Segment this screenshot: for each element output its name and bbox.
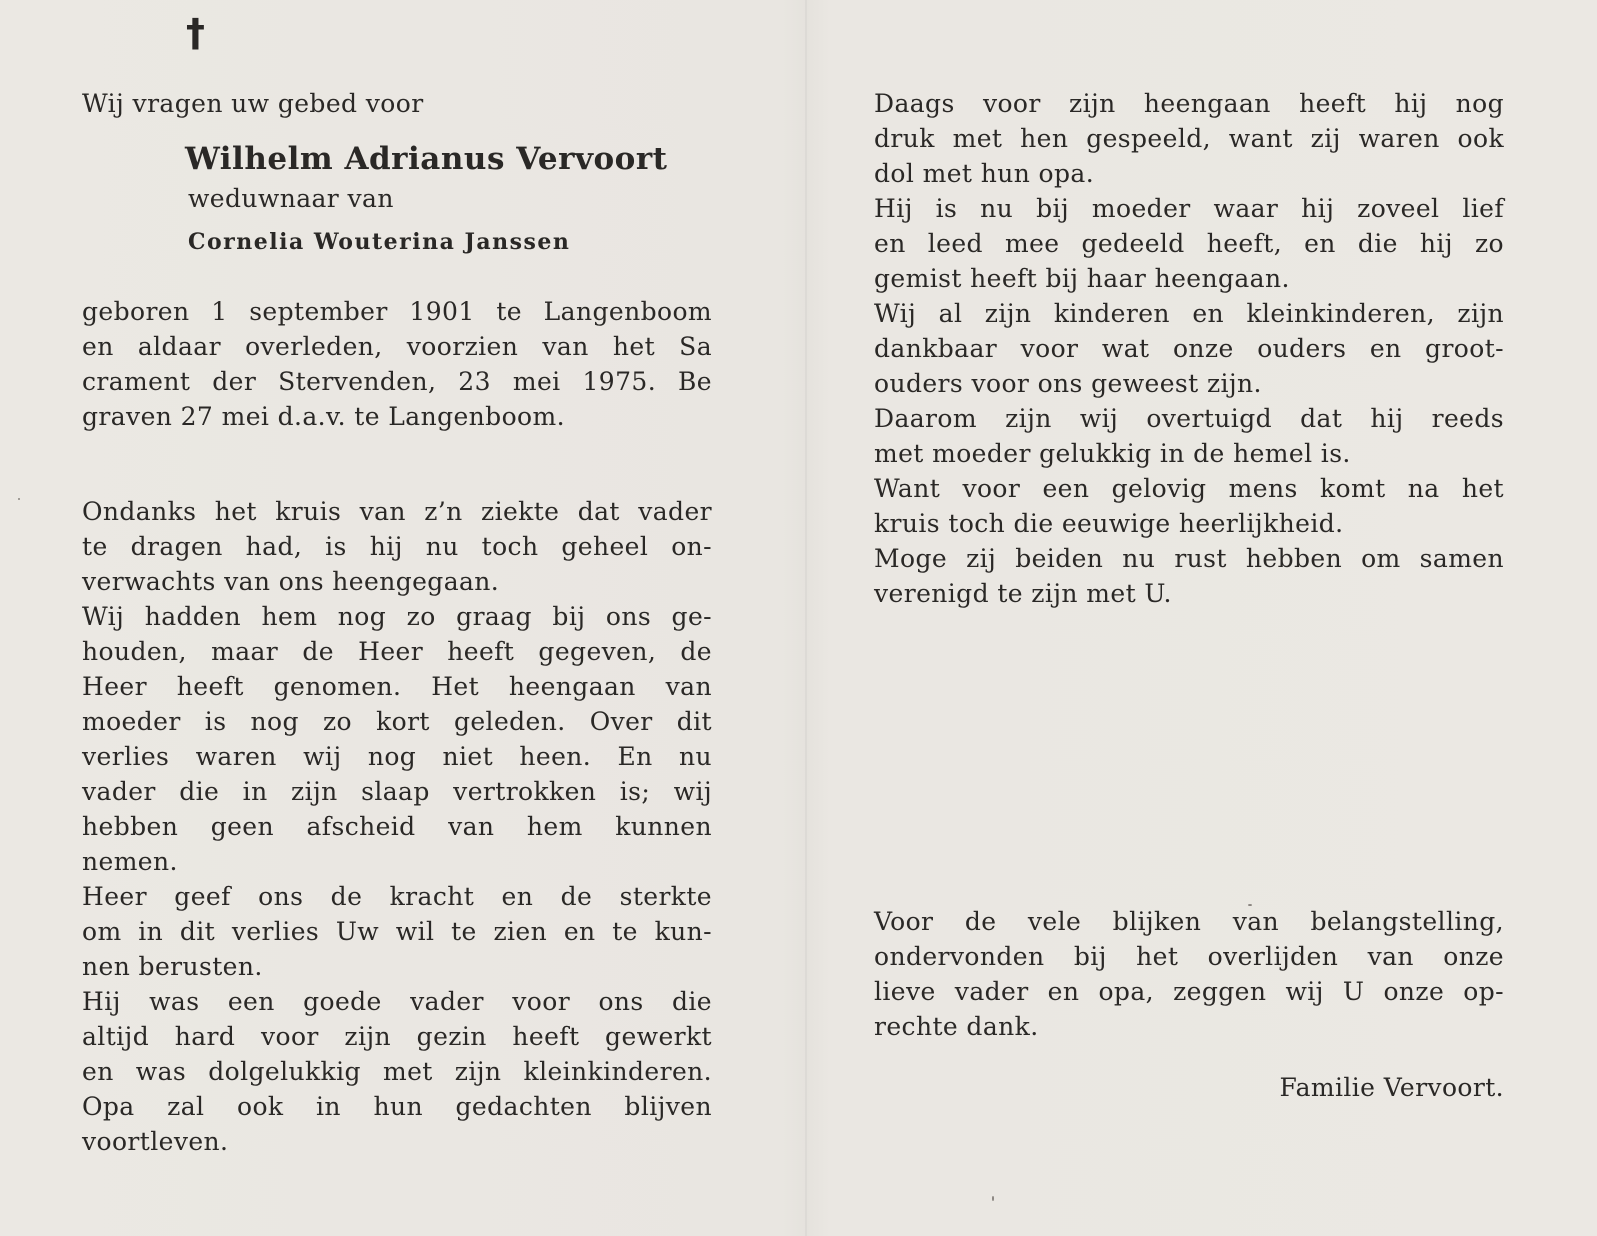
text-line: moeder is nog zo kort geleden. Over dit: [82, 707, 712, 736]
intro-text: [82, 86, 712, 121]
text-line: verenigd te zijn met U.: [874, 579, 1172, 608]
text-line: dol met hun opa.: [874, 159, 1095, 188]
text-line: houden, maar de Heer heeft gegeven, de: [82, 637, 712, 666]
text-line: Hij was een goede vader voor ons die: [82, 987, 712, 1016]
text-line: hebben geen afscheid van hem kunnen: [82, 812, 712, 841]
text-line: Ondanks het kruis van z’n ziekte dat vader: [82, 497, 712, 526]
text-line: te dragen had, is hij nu toch geheel on-: [82, 532, 712, 561]
text-line: kruis toch die eeuwige heerlijkheid.: [874, 509, 1344, 538]
text-line: Daarom zijn wij overtuigd dat hij reeds: [874, 404, 1504, 433]
text-line: nemen.: [82, 847, 178, 876]
text-line: crament der Stervenden, 23 mei 1975. Be: [82, 367, 712, 396]
text-line: rechte dank.: [874, 1012, 1039, 1041]
thanks-paragraph: [874, 904, 1504, 1044]
text-line: Voor de vele blijken van belangstelling,: [874, 907, 1504, 936]
intro-line: Wij vragen uw gebed voor: [82, 89, 424, 118]
tribute-paragraph: [82, 494, 712, 1159]
text-line: Want voor een gelovig mens komt na het: [874, 474, 1504, 503]
text-line: Heer geef ons de kracht en de sterkte: [82, 882, 712, 911]
text-line: Moge zij beiden nu rust hebben om samen: [874, 544, 1504, 573]
text-line: Wij hadden hem nog zo graag bij ons ge-: [82, 602, 712, 631]
text-line: ouders voor ons geweest zijn.: [874, 369, 1262, 398]
text-line: altijd hard voor zijn gezin heeft gewerkt: [82, 1022, 712, 1051]
text-line: graven 27 mei d.a.v. te Langenboom.: [82, 402, 565, 431]
paper-speck: [18, 498, 20, 500]
text-line: lieve vader en opa, zeggen wij U onze op-: [874, 977, 1504, 1006]
remembrance-paragraph: [874, 86, 1504, 611]
text-line: Daags voor zijn heengaan heeft hij nog: [874, 89, 1504, 118]
text-line: vader die in zijn slaap vertrokken is; wij: [82, 777, 712, 806]
text-line: voortleven.: [82, 1127, 229, 1156]
paper-speck: [1248, 904, 1252, 906]
birth-death-paragraph: [82, 294, 712, 434]
text-line: verlies waren wij nog niet heen. En nu: [82, 742, 712, 771]
family-signature: Familie Vervoort.: [1279, 1073, 1504, 1102]
card-fold: [805, 0, 807, 1236]
text-line: Wij al zijn kinderen en kleinkinderen, zijn: [874, 299, 1504, 328]
text-line: druk met hen gespeeld, want zij waren ook: [874, 124, 1504, 153]
text-line: Heer heeft genomen. Het heengaan van: [82, 672, 712, 701]
deceased-name: Wilhelm Adrianus Vervoort: [185, 141, 668, 177]
text-line: geboren 1 september 1901 te Langenboom: [82, 297, 712, 326]
text-line: dankbaar voor wat onze ouders en groot-: [874, 334, 1504, 363]
text-line: en was dolgelukkig met zijn kleinkinderen.: [82, 1057, 712, 1086]
text-line: gemist heeft bij haar heengaan.: [874, 264, 1290, 293]
text-line: om in dit verlies Uw wil te zien en te kun-: [82, 917, 712, 946]
text-line: ondervonden bij het overlijden van onze: [874, 942, 1504, 971]
widower-label: weduwnaar van: [188, 184, 394, 213]
text-line: Opa zal ook in hun gedachten blijven: [82, 1092, 712, 1121]
text-line: en leed mee gedeeld heeft, en die hij zo: [874, 229, 1504, 258]
text-line: met moeder gelukkig in de hemel is.: [874, 439, 1351, 468]
spouse-name: Cornelia Wouterina Janssen: [188, 229, 571, 255]
cross-icon: †: [186, 11, 205, 55]
text-line: nen berusten.: [82, 952, 263, 981]
paper-speck: [992, 1196, 994, 1201]
text-line: verwachts van ons heengegaan.: [82, 567, 500, 596]
text-line: en aldaar overleden, voorzien van het Sa: [82, 332, 712, 361]
text-line: Hij is nu bij moeder waar hij zoveel lief: [874, 194, 1504, 223]
